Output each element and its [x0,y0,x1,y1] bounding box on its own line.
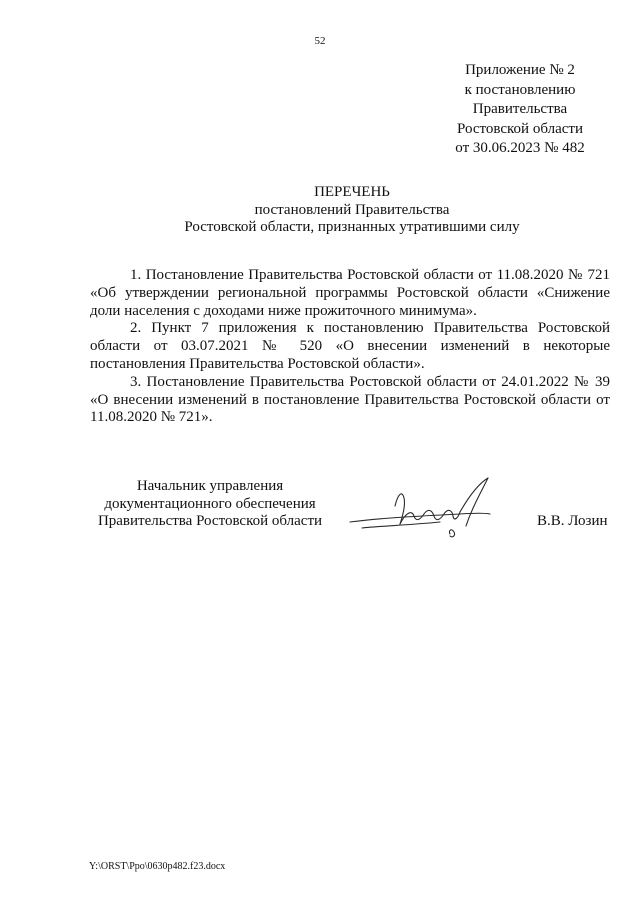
appendix-line: Приложение № 2 [465,62,575,78]
signatory-title [90,478,330,531]
signatory-title-line: документационного обеспечения [104,495,316,512]
document-subtitle: Ростовской области, признанных утратившими силу [184,219,520,235]
appendix-header [440,61,600,159]
document-title: ПЕРЕЧЕНЬ [314,184,390,200]
appendix-line: Правительства [472,101,568,117]
appendix-line: к постановлению [464,81,576,98]
document-heading [0,184,640,237]
file-path: Y:\ORST\Ppo\0630p482.f23.docx [89,861,226,872]
signatory-name: В.В. Лозин [537,513,608,529]
handwritten-signature [340,470,510,550]
list-item: 2. Пункт 7 приложения к постановлению Правительства Ростовской области от 03.07.2021 № 520 «О внесении изменений в некоторые постановления Правительства Ростовской области». [90,320,610,372]
list-item: 3. Постановление Правительства Ростовской области от 24.01.2022 № 39 «О внесении изменений в постановление Правительства Ростовской области от 11.08.2020 № 721». [90,373,610,426]
signatory-title-line: Начальник управления [136,478,284,494]
appendix-line: Ростовской области [457,120,583,137]
document-subtitle: постановлений Правительства [254,201,450,218]
list-body [90,267,610,427]
appendix-line: от 30.06.2023 № 482 [455,140,585,156]
signatory-title-line: Правительства Ростовской области [97,513,323,529]
list-item: 1. Постановление Правительства Ростовской области от 11.08.2020 № 721 «Об утверждении региональной программы Ростовской области «Снижение доли населения с доходами ниже прожиточного минимума». [90,267,610,319]
page-number: 52 [314,35,326,47]
